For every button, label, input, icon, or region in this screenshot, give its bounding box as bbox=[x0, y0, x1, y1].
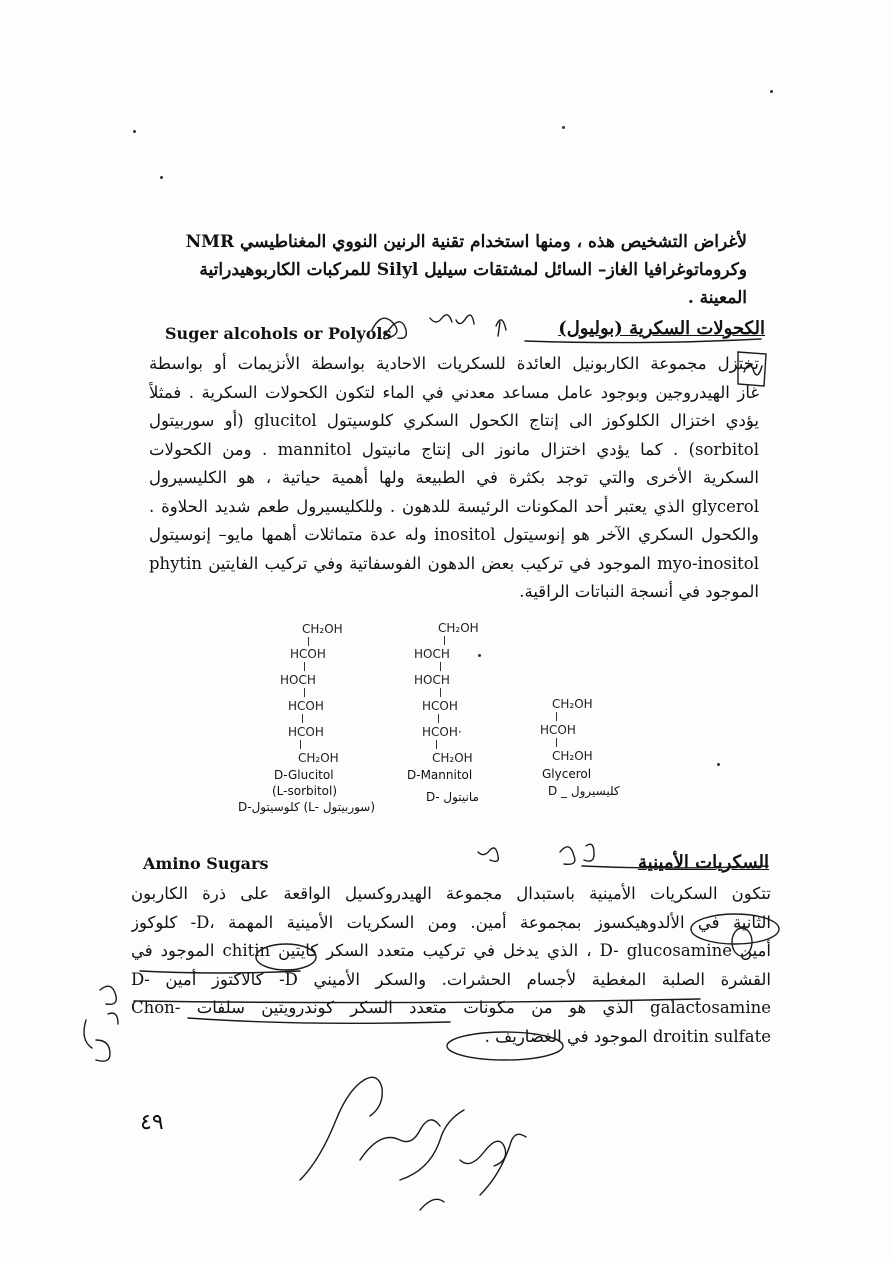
formula-group: HCOH bbox=[288, 699, 324, 713]
caption-sorbitol: (L-sorbitol) bbox=[272, 784, 338, 798]
polyols-paragraph bbox=[149, 350, 759, 607]
paragraph-line: الثانية في الألدوهيكسوز بمجموعة أمين. ومن السكريات الأمينية المهمة ،D- كلوكوز bbox=[131, 912, 771, 932]
section-title-en: Amino Sugars bbox=[143, 854, 269, 873]
formula-group: CH₂OH bbox=[552, 749, 593, 763]
paragraph-line: القشرة الصلبة المغطية لأجسام الحشرات. والسكر الأميني D- كالاكتوز أمين -D bbox=[131, 969, 771, 989]
paragraph-line: droitin sulfate الموجود في الغضاريف . bbox=[484, 1026, 771, 1046]
paragraph-line: glycerol الذي يعتبر أحد المكونات الرئيسة للدهون . وللكليسيرول طعم شديد الحلاوة . bbox=[149, 496, 759, 516]
paragraph-line: الموجود في أنسجة النباتات الراقية. bbox=[519, 582, 759, 601]
speck bbox=[562, 126, 565, 129]
caption-glycerol-ar: D _ كليسيرول bbox=[548, 784, 620, 798]
caption-mannitol-ar: D- مانيتول bbox=[426, 790, 479, 804]
formula-group: HCOH bbox=[288, 725, 324, 739]
paragraph-line: myo-inositol الموجود في تركيب بعض الدهون الفوسفاتية وفي تركيب الفايتين phytin bbox=[149, 553, 759, 573]
speck bbox=[717, 763, 720, 766]
speck bbox=[770, 90, 773, 93]
formula-group: CH₂OH bbox=[552, 697, 593, 711]
caption-glucitol: D-Glucitol bbox=[274, 768, 334, 782]
paragraph-line: والكحول السكري الآخر هو إنوسيتول inositol وله عدة متماثلات أهمها مايو– إنوسيتول bbox=[149, 525, 759, 544]
section-heading-polyols bbox=[165, 318, 765, 348]
paragraph-line: galactosamine الذي هو من مكونات متعدد السكر كوندرويتين سلفات -Chon bbox=[131, 998, 771, 1017]
paragraph-line: sorbitol) . كما يؤدي اختزال مانوز الى إنتاج مانيتول mannitol . ومن الكحولات bbox=[149, 439, 759, 459]
intro-paragraph bbox=[147, 228, 747, 312]
paragraph-line: تختزل مجموعة الكاربونيل العائدة للسكريات الاحادية بواسطة الأنزيمات أو بواسطة bbox=[149, 354, 759, 373]
amino-sugars-paragraph bbox=[131, 880, 771, 1051]
formula-group: HOCH bbox=[414, 673, 450, 687]
paragraph-line: غاز الهيدروجين وبوجود عامل مساعد معدني في الماء لتكون الكحولات السكرية . فمثلاً bbox=[149, 382, 759, 402]
paragraph-line: السكرية الأخرى والتي توجد بكثرة في الطبيعة ولها أهمية حياتية ، هو الكليسيرول bbox=[149, 468, 759, 487]
formula-group: HCOH· bbox=[422, 725, 462, 739]
formula-group: HOCH bbox=[280, 673, 316, 687]
intro-line: وكروماتوغرافيا الغاز– السائل لمشتقات سيليل Silyl للمركبات الكاربوهيدراتية المعينة . bbox=[199, 260, 747, 308]
page-number: ٤٩ bbox=[140, 1110, 164, 1135]
paragraph-line: أمين D- glucosamine ، الذي يدخل في تركيب متعدد السكر كايتين chitin الموجود في bbox=[131, 941, 771, 960]
section-title-en: Suger alcohols or Polyols bbox=[165, 324, 392, 343]
intro-line: لأغراض التشخيص هذه ، ومنها استخدام تقنية الرنين النووي المغناطيسي NMR bbox=[185, 232, 747, 252]
formula-group: HCOH bbox=[540, 723, 576, 737]
formula-group: CH₂OH bbox=[302, 622, 343, 636]
formula-group: HOCH bbox=[414, 647, 450, 661]
paragraph-line: يؤدي اختزال الكلوكوز الى إنتاج الكحول السكري كلوسيتول glucitol (أو سوربيتول bbox=[149, 411, 759, 430]
speck bbox=[133, 130, 136, 133]
caption-glucitol-ar: D-كلوسيتول (L- سوربيتول) bbox=[238, 800, 376, 814]
formula-group: CH₂OH bbox=[432, 751, 473, 765]
speck bbox=[478, 654, 481, 657]
paragraph-line: تتكون السكريات الأمينية باستبدال مجموعة الهيدروكسيل الواقعة على ذرة الكاربون bbox=[131, 884, 771, 903]
formula-group: HCOH bbox=[290, 647, 326, 661]
formula-group: CH₂OH bbox=[298, 751, 339, 765]
formula-group: CH₂OH bbox=[438, 621, 479, 635]
section-title-ar: السكريات الأمينية bbox=[638, 852, 769, 873]
caption-glycerol: Glycerol bbox=[542, 767, 592, 781]
caption-mannitol: D-Mannitol bbox=[407, 768, 473, 782]
section-title-ar: الكحولات السكرية (بوليول) bbox=[558, 318, 765, 339]
section-heading-amino-sugars bbox=[143, 852, 769, 880]
formula-group: HCOH bbox=[422, 699, 458, 713]
speck bbox=[160, 176, 163, 179]
